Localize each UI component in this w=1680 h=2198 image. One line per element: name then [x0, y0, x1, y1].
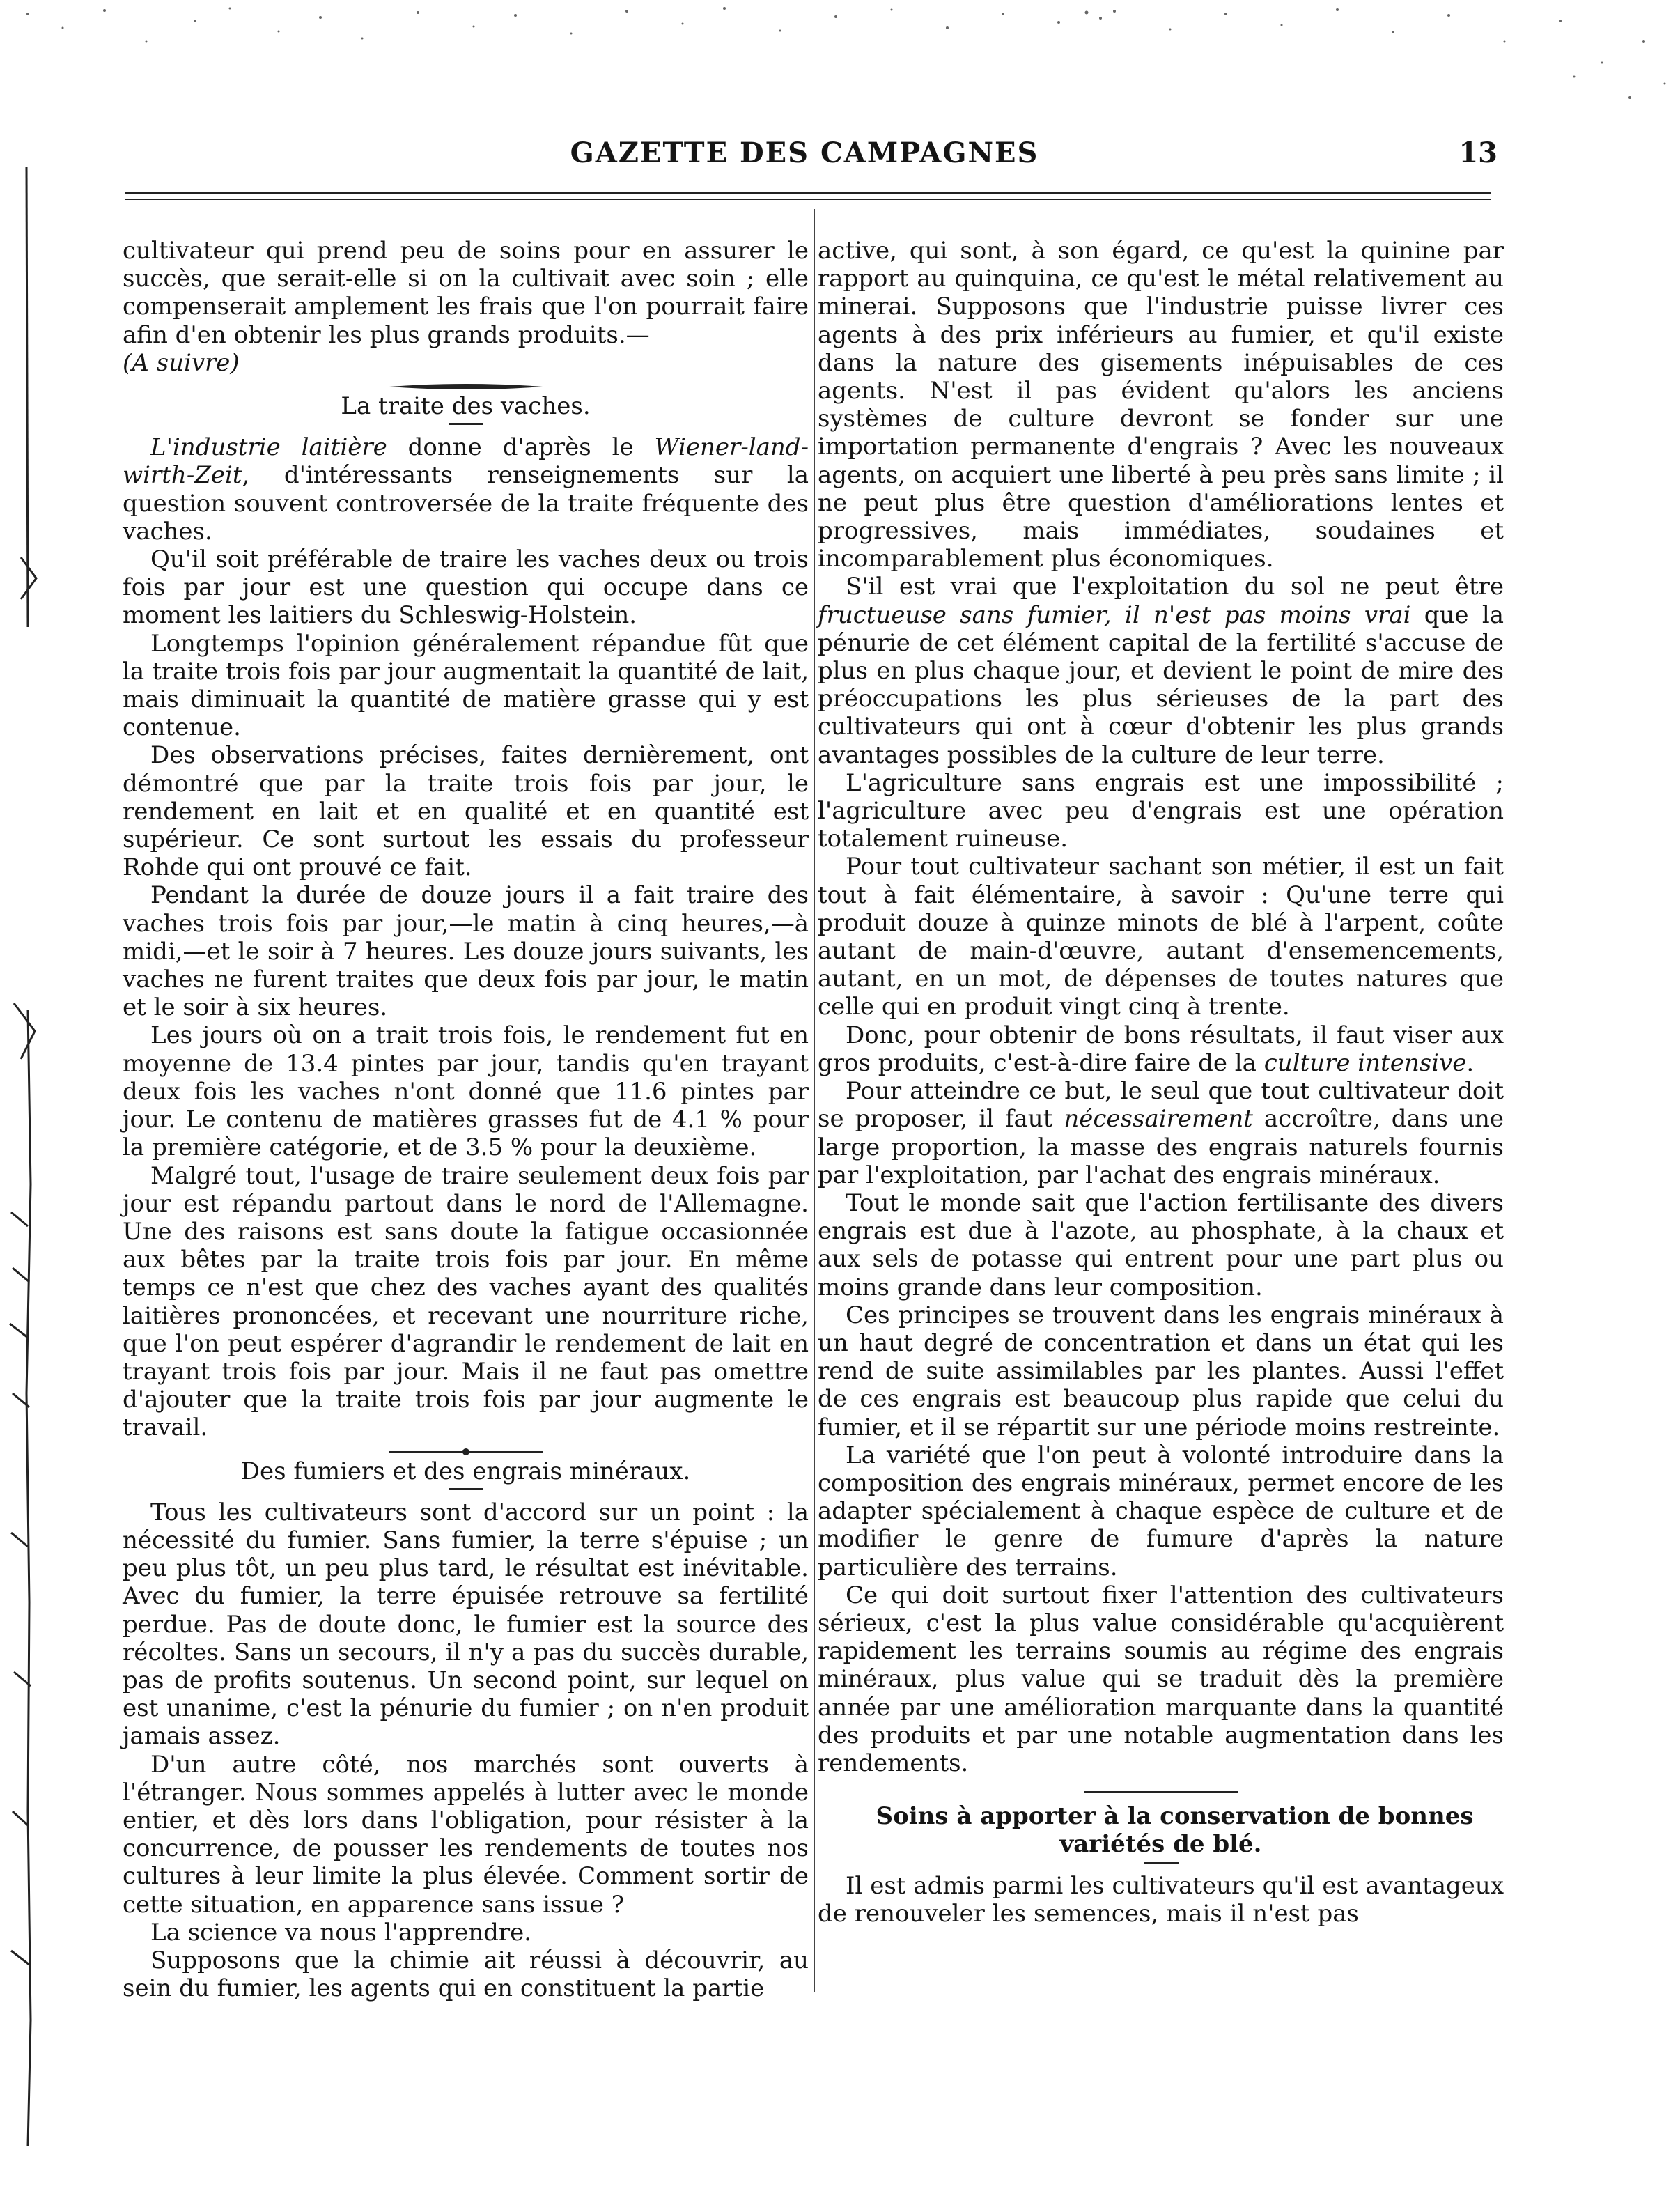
page-number: 13: [1459, 137, 1498, 169]
header-rule-secondary: [125, 199, 1491, 200]
paragraph: Pour tout cultivateur sachant son métier, il est un fait tout à fait élémentaire, à savoir : Qu'une terre qui produit douze à quinze minots de blé à l'arpent, coûte autant de main-d'œuvre, autant d'ensemencements, autant, en un mot, de dépenses de toutes natures que celle qui en produit vingt cinq à trente.: [818, 853, 1504, 1021]
paragraph: Longtemps l'opinion généralement répandue fût que la traite trois fois par jour augmentait la quantité de lait, mais diminuait la quantité de matière grasse qui y est contenue.: [123, 629, 809, 742]
paragraph: cultivateur qui prend peu de soins pour en assurer le succès, que serait-elle si on la cultivait avec soin ; elle compenserait amplement les frais que l'on pourrait faire afin d'en obtenir les plus grands produits.— (A suivre): [123, 237, 809, 377]
to-be-continued: (A suivre): [123, 348, 240, 377]
paragraph: Les jours où on a trait trois fois, le rendement fut en moyenne de 13.4 pintes par jour, tandis qu'en trayant deux fois les vaches n'ont donné que 11.6 pintes par jour. Le contenu de matières grasses fut de 4.1 % pour la première catégorie, et de 3.5 % pour la deuxième.: [123, 1021, 809, 1162]
left-column: [123, 237, 809, 2002]
title-dash: [449, 423, 483, 425]
section-ornament: [389, 1446, 543, 1457]
paragraph: active, qui sont, à son égard, ce qu'est la quinine par rapport au quinquina, ce qu'est le métal relativement au minerai. Supposons que l'industrie puisse livrer ces agents à des prix inférieurs au fumier, et qu'il existe dans la nature des gisements inépuisables de ces agents. N'est il pas évident qu'alors les anciens systèmes de culture devront se fonder sur une importation permanente d'engrais ? Avec les nouveaux agents, on acquiert une liberté à peu près sans limite ; il ne peut plus être question d'améliorations lentes et progressives, mais immédiates, soudaines et incomparablement plus économiques.: [818, 237, 1504, 573]
title-dash: [1144, 1862, 1179, 1864]
paragraph: L'agriculture sans engrais est une impossibilité ; l'agriculture avec peu d'engrais est une opération totalement ruineuse.: [818, 768, 1504, 853]
paragraph: Tout le monde sait que l'action fertilisante des divers engrais est due à l'azote, au phosphate, à la chaux et aux sels de potasse qui entrent pour une part plus ou moins grande dans leur composition.: [818, 1189, 1504, 1301]
paragraph: Pendant la durée de douze jours il a fait traire des vaches trois fois par jour,—le matin à cinq heures,—à midi,—et le soir à 7 heures. Les douze jours suivants, les vaches ne furent traites que deux fois par jour, le matin et le soir à six heures.: [123, 881, 809, 1022]
title-dash: [449, 1488, 483, 1490]
paragraph: Il est admis parmi les cultivateurs qu'il est avantageux de renouveler les semences, mais il n'est pas: [818, 1871, 1504, 1928]
section-title: Soins à apporter à la conservation de bonnes variétés de blé.: [876, 1802, 1474, 1859]
paragraph: L'industrie laitière donne d'après le Wiener-land-wirth-Zeit, d'intéressants renseignements sur la question souvent controversée de la traite fréquente des vaches.: [123, 433, 809, 545]
page-header: [111, 137, 1498, 178]
column-divider: [814, 209, 815, 1992]
section-ornament: [1084, 1781, 1238, 1802]
newspaper-title: GAZETTE DES CAMPAGNES: [570, 137, 1039, 169]
paragraph: Donc, pour obtenir de bons résultats, il faut viser aux gros produits, c'est-à-dire faire de la culture intensive.: [818, 1021, 1504, 1077]
paragraph: Supposons que la chimie ait réussi à découvrir, au sein du fumier, les agents qui en constituent la partie: [123, 1946, 809, 2003]
binding-margin: [0, 139, 63, 2160]
paragraph: Malgré tout, l'usage de traire seulement deux fois par jour est répandu partout dans le nord de l'Allemagne. Une des raisons est sans doute la fatigue occasionnée aux bêtes par la traite trois fois par jour. En même temps ce n'est que chez des vaches ayant des qualités laitières prononcées, et recevant une nourriture riche, que l'on peut espérer d'agrandir le rendement de lait en trayant trois fois par jour. Mais il ne faut pas omettre d'ajouter que la traite trois fois par jour augmente le travail.: [123, 1161, 809, 1442]
paragraph: La science va nous l'apprendre.: [150, 1918, 532, 1947]
paragraph: Qu'il soit préférable de traire les vaches deux ou trois fois par jour est une question qui occupe dans ce moment les laitiers du Schleswig-Holstein.: [123, 545, 809, 630]
section-title: Des fumiers et des engrais minéraux.: [240, 1457, 691, 1485]
paragraph: Pour atteindre ce but, le seul que tout cultivateur doit se proposer, il faut nécessairement accroître, dans une large proportion, la masse des engrais naturels fournis par l'exploitation, par l'achat des engrais minéraux.: [818, 1077, 1504, 1189]
section-ornament: [389, 381, 543, 392]
paragraph: Ce qui doit surtout fixer l'attention des cultivateurs sérieux, c'est la plus value considérable qu'acquièrent rapidement les terrains soumis au régime des engrais minéraux, plus value qui se traduit dès la première année par une amélioration marquante dans la quantité des produits et par une notable augmentation dans les rendements.: [818, 1581, 1504, 1777]
section-title: La traite des vaches.: [341, 392, 591, 421]
paragraph: S'il est vrai que l'exploitation du sol ne peut être fructueuse sans fumier, il n'est pas moins vrai que la pénurie de cet élément capital de la fertilité s'accuse de plus en plus chaque jour, et devient le point de mire des préoccupations les plus sérieuses de la part des cultivateurs qui ont à cœur d'obtenir les plus grands avantages possibles de la culture de leur terre.: [818, 573, 1504, 769]
paragraph: D'un autre côté, nos marchés sont ouverts à l'étranger. Nous sommes appelés à lutter avec le monde entier, et dès lors dans l'obligation, pour résister à la concurrence, de pousser les rendements de toutes nos cultures à leur limite la plus élevée. Comment sortir de cette situation, en apparence sans issue ?: [123, 1750, 809, 1919]
right-column: [818, 237, 1504, 1928]
paragraph: La variété que l'on peut à volonté introduire dans la composition des engrais minéraux, permet encore de les adapter spécialement à chaque espèce de culture et de modifier le genre de fumure d'après la nature particulière des terrains.: [818, 1441, 1504, 1581]
header-rule: [125, 192, 1491, 194]
paragraph: Des observations précises, faites dernièrement, ont démontré que par la traite trois fois par jour, le rendement en lait et en qualité et en quantité est supérieur. Ce sont surtout les essais du professeur Rohde qui ont prouvé ce fait.: [123, 741, 809, 882]
paragraph: Tous les cultivateurs sont d'accord sur un point : la nécessité du fumier. Sans fumier, la terre s'épuise ; un peu plus tôt, un peu plus tard, le résultat est inévitable. Avec du fumier, la terre épuisée retrouve sa fertilité perdue. Pas de doute donc, le fumier est la source des récoltes. Sans un secours, il n'y a pas du succès durable, pas de profits soutenus. Un second point, sur lequel on est unanime, c'est la pénurie du fumier ; on n'en produit jamais assez.: [123, 1498, 809, 1751]
scan-noise: [0, 0, 1680, 105]
paragraph: Ces principes se trouvent dans les engrais minéraux à un haut degré de concentration et dans un état qui les rend de suite assimilables par les plantes. Aussi l'effet de ces engrais est beaucoup plus rapide que celui du fumier, et il se répartit sur une période moins restreinte.: [818, 1301, 1504, 1441]
